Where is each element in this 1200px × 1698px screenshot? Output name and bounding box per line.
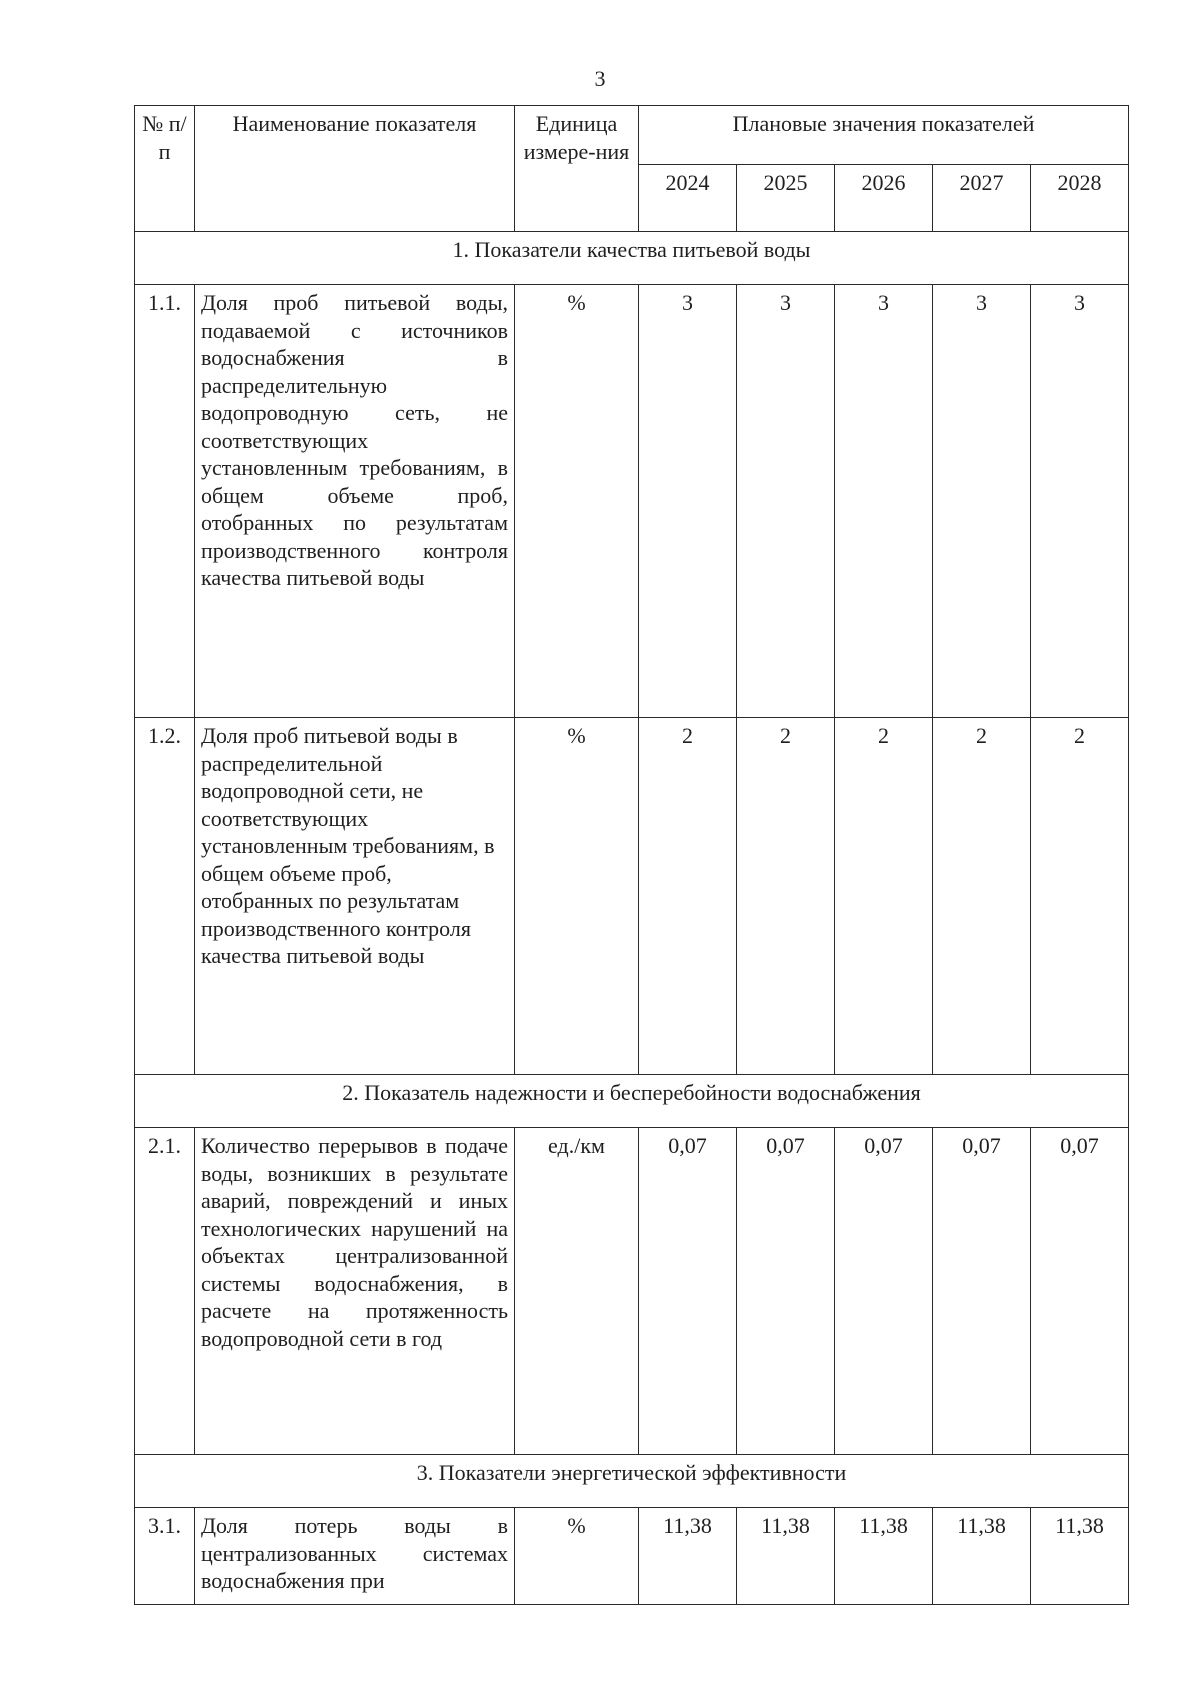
header-year-2027: 2027 bbox=[933, 165, 1031, 232]
row-value-2024: 3 bbox=[639, 285, 737, 718]
indicators-table bbox=[134, 105, 1129, 1605]
row-value-2026: 0,07 bbox=[835, 1128, 933, 1455]
header-name: Наименование показателя bbox=[195, 106, 515, 232]
row-number: 2.1. bbox=[135, 1128, 195, 1455]
section-title: 3. Показатели энергетической эффективности bbox=[135, 1455, 1129, 1508]
page-number: 3 bbox=[594, 66, 606, 91]
section-row bbox=[135, 1075, 1129, 1128]
row-value-2024: 0,07 bbox=[639, 1128, 737, 1455]
row-value-2027: 11,38 bbox=[933, 1508, 1031, 1605]
row-number: 1.1. bbox=[135, 285, 195, 718]
row-unit: % bbox=[515, 718, 639, 1075]
row-value-2025: 0,07 bbox=[737, 1128, 835, 1455]
row-unit: ед./км bbox=[515, 1128, 639, 1455]
row-value-2027: 0,07 bbox=[933, 1128, 1031, 1455]
row-value-2025: 11,38 bbox=[737, 1508, 835, 1605]
row-value-2024: 11,38 bbox=[639, 1508, 737, 1605]
row-value-2028: 3 bbox=[1031, 285, 1129, 718]
header-year-2024: 2024 bbox=[639, 165, 737, 232]
row-name: Доля проб питьевой воды в распределительной водопроводной сети, не соответствующих установленным требованиям, в общем объеме проб, отобранных по результатам производственного контроля качества питьевой воды bbox=[195, 718, 515, 1075]
header-year-2028: 2028 bbox=[1031, 165, 1129, 232]
header-year-2026: 2026 bbox=[835, 165, 933, 232]
row-unit: % bbox=[515, 1508, 639, 1605]
row-name: Доля потерь воды в централизованных системах водоснабжения при bbox=[195, 1508, 515, 1605]
table-row bbox=[135, 718, 1129, 1075]
header-number: № п/п bbox=[135, 106, 195, 232]
row-value-2028: 2 bbox=[1031, 718, 1129, 1075]
header-plan-values: Плановые значения показателей bbox=[639, 106, 1129, 165]
row-value-2026: 3 bbox=[835, 285, 933, 718]
row-value-2028: 11,38 bbox=[1031, 1508, 1129, 1605]
row-number: 1.2. bbox=[135, 718, 195, 1075]
row-value-2027: 3 bbox=[933, 285, 1031, 718]
row-name: Доля проб питьевой воды, подаваемой с источников водоснабжения в распределительную водопроводную сеть, не соответствующих установленным требованиям, в общем объеме проб, отобранных по результатам производственного контроля качества питьевой воды bbox=[195, 285, 515, 718]
table-header-row bbox=[135, 106, 1129, 165]
row-value-2025: 3 bbox=[737, 285, 835, 718]
row-value-2026: 2 bbox=[835, 718, 933, 1075]
row-value-2026: 11,38 bbox=[835, 1508, 933, 1605]
row-name: Количество перерывов в подаче воды, возникших в результате аварий, повреждений и иных технологических нарушений на объектах централизованной системы водоснабжения, в расчете на протяженность водопроводной сети в год bbox=[195, 1128, 515, 1455]
row-number: 3.1. bbox=[135, 1508, 195, 1605]
section-row bbox=[135, 232, 1129, 285]
table-row bbox=[135, 1508, 1129, 1605]
header-year-2025: 2025 bbox=[737, 165, 835, 232]
section-row bbox=[135, 1455, 1129, 1508]
row-value-2027: 2 bbox=[933, 718, 1031, 1075]
row-value-2024: 2 bbox=[639, 718, 737, 1075]
section-title: 1. Показатели качества питьевой воды bbox=[135, 232, 1129, 285]
row-value-2025: 2 bbox=[737, 718, 835, 1075]
header-unit: Единица измере-ния bbox=[515, 106, 639, 232]
table-row bbox=[135, 285, 1129, 718]
row-value-2028: 0,07 bbox=[1031, 1128, 1129, 1455]
table-row bbox=[135, 1128, 1129, 1455]
row-unit: % bbox=[515, 285, 639, 718]
section-title: 2. Показатель надежности и бесперебойности водоснабжения bbox=[135, 1075, 1129, 1128]
